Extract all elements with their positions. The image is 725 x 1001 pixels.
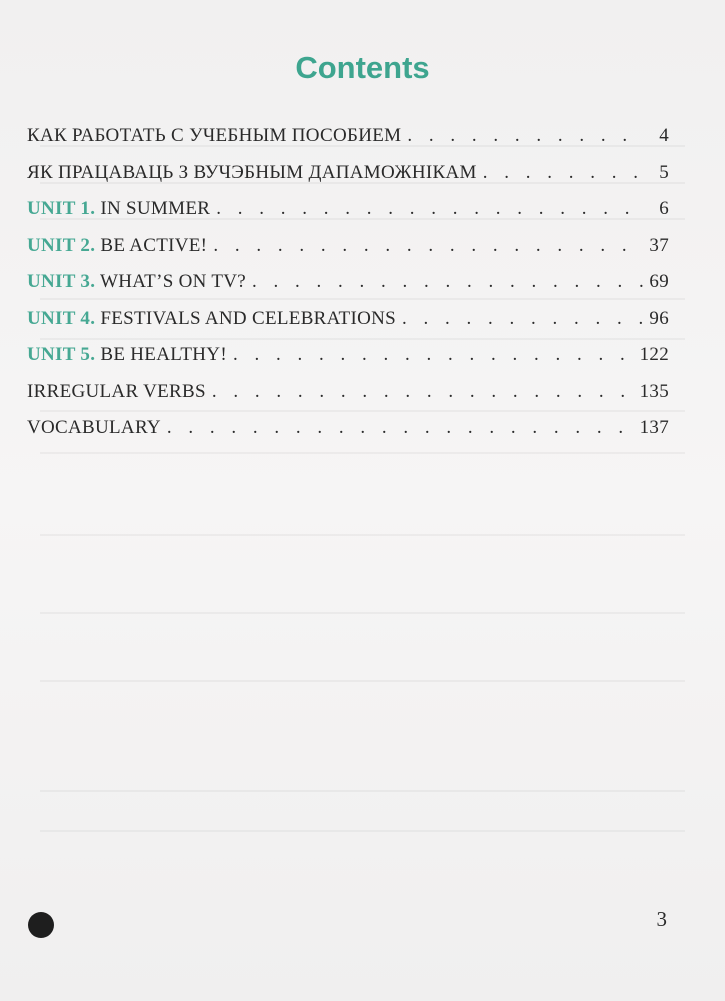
bleed-through-line — [40, 830, 685, 832]
entry-title: КАК РАБОТАТЬ С УЧЕБНЫМ ПОСОБИЕМ — [27, 125, 402, 146]
table-of-contents — [27, 118, 669, 447]
bleed-through-line — [40, 452, 685, 454]
page-ref: 135 — [639, 380, 669, 402]
dot-leader — [483, 155, 643, 192]
page-ref: 6 — [659, 198, 669, 219]
dot-leader — [252, 264, 643, 301]
toc-entry[interactable] — [27, 410, 669, 447]
page-number: 3 — [656, 907, 667, 931]
dot-leader — [213, 228, 643, 265]
unit-number: UNIT 5. — [27, 344, 96, 365]
dot-leader — [407, 118, 643, 155]
toc-entry-label — [27, 191, 210, 228]
page-ref: 137 — [639, 417, 669, 438]
page-title: Contents — [295, 50, 430, 85]
toc-entry[interactable] — [27, 118, 669, 155]
toc-entry[interactable] — [27, 191, 669, 228]
unit-number: UNIT 4. — [27, 307, 96, 329]
dot-leader — [167, 410, 634, 447]
toc-entry-label — [27, 337, 227, 374]
toc-entry-label — [27, 228, 207, 265]
entry-title: WHAT’S ON TV? — [100, 271, 247, 292]
bleed-through-line — [40, 612, 685, 614]
unit-number: UNIT 1. — [27, 198, 96, 219]
entry-title: IRREGULAR VERBS — [27, 380, 206, 402]
page-ref: 4 — [659, 125, 669, 146]
entry-title: ЯК ПРАЦАВАЦЬ З ВУЧЭБНЫМ ДАПАМОЖНІКАМ — [27, 161, 477, 183]
bleed-through-line — [40, 790, 685, 792]
entry-title: VOCABULARY — [27, 417, 161, 438]
entry-title: FESTIVALS AND CELEBRATIONS — [100, 307, 396, 329]
page-ref: 5 — [659, 161, 669, 183]
toc-entry[interactable] — [27, 264, 669, 301]
toc-entry-label — [27, 374, 206, 411]
page-ref: 96 — [649, 307, 669, 329]
bleed-through-line — [40, 680, 685, 682]
toc-entry[interactable] — [27, 301, 669, 338]
bleed-through-line — [40, 534, 685, 536]
unit-number: UNIT 3. — [27, 271, 96, 292]
toc-entry[interactable] — [27, 228, 669, 265]
page-ref: 37 — [649, 234, 669, 256]
toc-entry-label — [27, 118, 401, 155]
toc-entry[interactable] — [27, 155, 669, 192]
toc-entry-label — [27, 410, 161, 447]
page-ref: 69 — [649, 271, 669, 292]
toc-entry-label — [27, 264, 246, 301]
dot-leader — [402, 301, 643, 338]
dot-leader — [216, 191, 643, 228]
toc-entry[interactable] — [27, 337, 669, 374]
dot-leader — [212, 374, 634, 411]
page-ref: 122 — [639, 344, 669, 365]
unit-number: UNIT 2. — [27, 234, 96, 256]
toc-entry-label — [27, 301, 396, 338]
entry-title: BE ACTIVE! — [100, 234, 208, 256]
dot-leader — [233, 337, 634, 374]
toc-entry-label — [27, 155, 477, 192]
entry-title: BE HEALTHY! — [100, 344, 227, 365]
toc-entry[interactable] — [27, 374, 669, 411]
corner-dot-marker — [28, 912, 54, 938]
entry-title: IN SUMMER — [100, 198, 211, 219]
